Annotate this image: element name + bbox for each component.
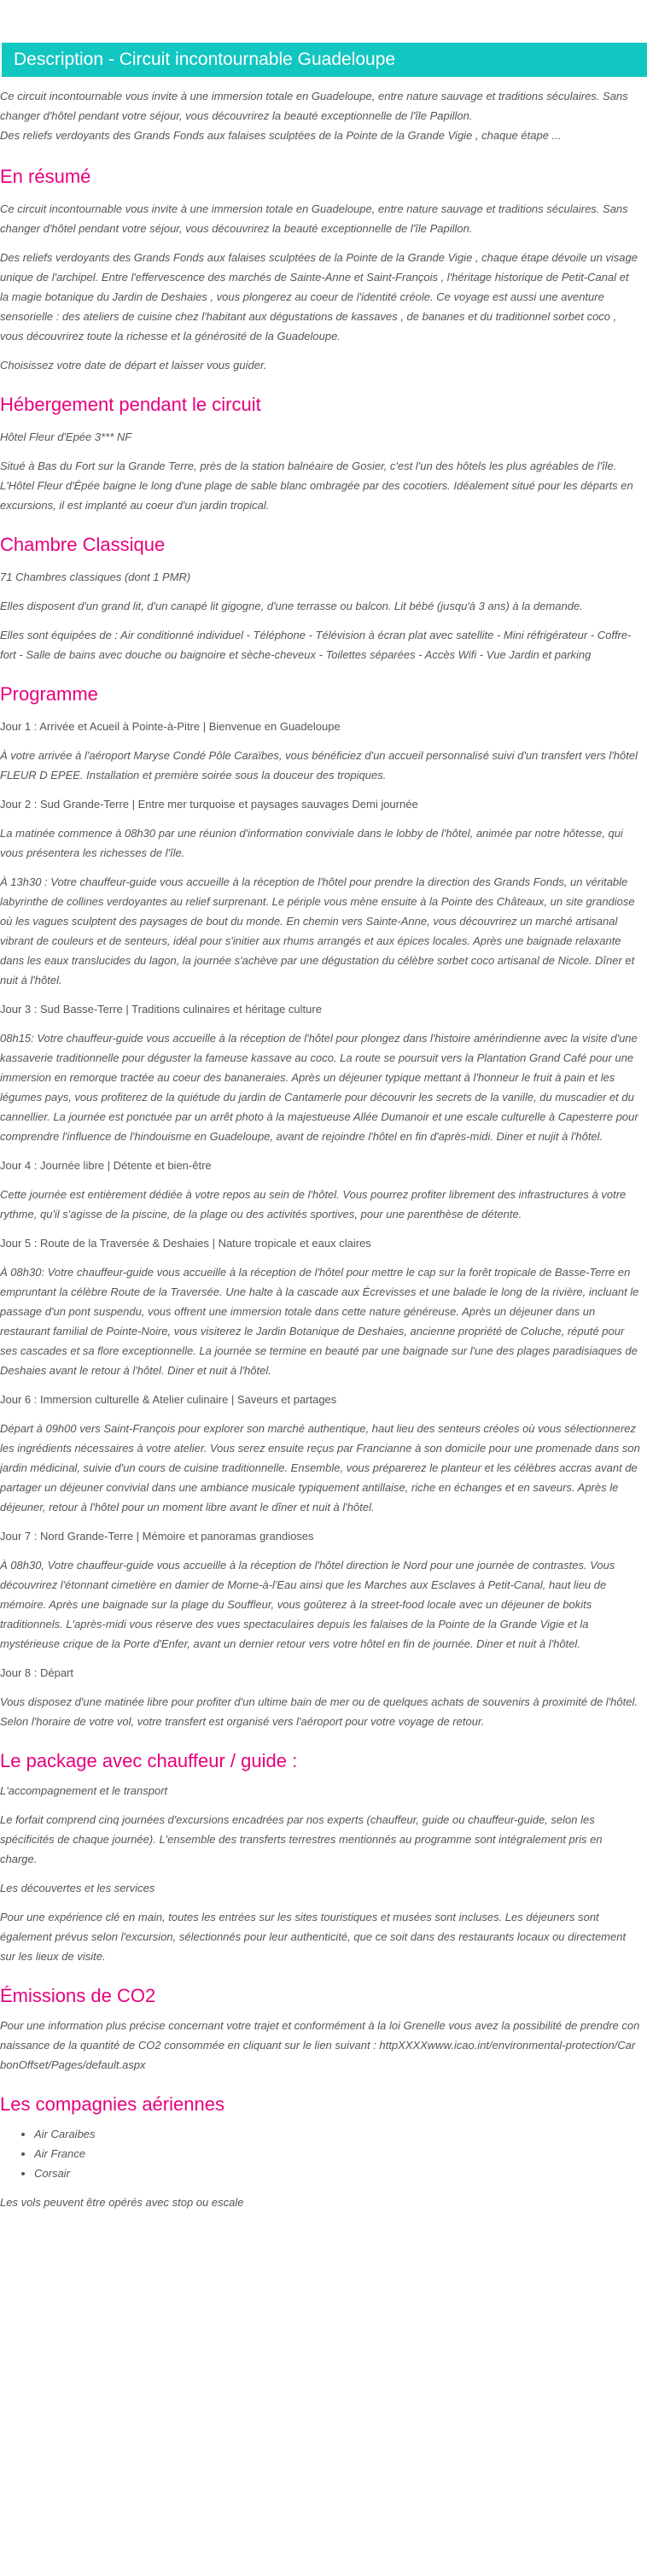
day-text: 08h15: Votre chauffeur-guide vous accueille à la réception de l'hôtel pour plongez dans l'histoire amérindienne avec la visite d'une kassaverie traditionnelle pour déguster la fameuse kassave au coco. La route se poursuit vers la Plantation Grand Café pour une immersion en remorque tractée au coeur des bananeraies. Après un déjeuner typique mettant à l'honneur le fruit à pain et les légumes pays, vous profiterez de la quiétude du jardin de Cantamerle pour découvrir les secrets de la vanille, du muscadier et du cannellier. La journée est ponctuée par un arrêt photo à la majestueuse Allée Dumanoir et une escale culturelle à Capesterre pour comprendre l'influence de l'hindouisme en Guadeloupe, avant de rejoindre l'hôtel en fin d'après-midi. Diner et nujit à l'hôtel. (0, 1032, 638, 1143)
programme-day (0, 872, 647, 990)
package-subtitle: L'accompagnement et le transport (0, 1784, 168, 1797)
programme-day (0, 1526, 647, 1654)
day-title: Jour 5 : Route de la Traversée & Deshaies | Nature tropicale et eaux claires (0, 1237, 371, 1250)
day-title: Jour 2 : Sud Grande-Terre | Entre mer turquoise et paysages sauvages Demi journée (0, 798, 418, 811)
section-title-hebergement: Hébergement pendant le circuit (0, 394, 261, 415)
programme-day (0, 1233, 647, 1380)
airline-list (0, 2124, 647, 2183)
day-text: À 08h30, Votre chauffeur-guide vous accueille à la réception de l'hôtel direction le Nord pour une journée de contrastes. Vous découvrirez l'étonnant cimetière en damier de Morne-à-l'Eau ainsi que les Marches aux Esclaves à Petit-Canal, haut lieu de mémoire. Après une baignade sur la plage du Souffleur, vous goûterez à la street-food locale avec un déjeuner de bokits traditionnels. L'après-midi vous réserve des vues spectaculaires depuis les falaises de la Pointe de la Grande Vigie et la mystérieuse crique de la Porte d'Enfer, avant un dernier retour vers votre hôtel en fin de journée. Diner et nuit à l'hôtel. (0, 1559, 615, 1650)
resume-paragraph: Des reliefs verdoyants des Grands Fonds aux falaises sculptées de la Pointe de la Grande Vigie , chaque étape dévoile un visage unique de l'archipel. Entre l'effervescence des marchés de Sainte-Anne et Saint-François , l'héritage historique de Petit-Canal et la magie botanique du Jardin de Deshaies , vous plongerez au coeur de l'identité créole. Ce voyage est aussi une aventure sensorielle : des ateliers de cuisine chez l'habitant aux dégustations de kassaves , de bananes et du traditionnel sorbet coco , vous découvrirez toute la richesse et la générosité de la Guadeloupe. (0, 251, 638, 342)
section-title-package: Le package avec chauffeur / guide : (0, 1750, 298, 1771)
hotel-name: Hôtel Fleur d'Epée 3*** NF (0, 430, 132, 443)
room-equipment: Elles sont équipées de : Air conditionné individuel - Téléphone - Télévision à écran plat avec satellite - Mini réfrigérateur - Coffre-fort - Salle de bains avec douche ou baignoire et sèche-cheveux - Toilettes séparées - Accès Wifi - Vue Jardin et parking (0, 629, 632, 661)
page-content (0, 43, 647, 2212)
page-title: Description - Circuit incontournable Guadeloupe (2, 43, 647, 77)
hotel-description: Situé à Bas du Fort sur la Grande Terre, près de la station balnéaire de Gosier, c'est l'un des hôtels les plus agréables de l'île. L'Hôtel Fleur d'Épée baigne le long d'une plage de sable blanc ombragée par des cocotiers. Idéalement situé pour les départs en excursions, il est implanté au coeur d'un jardin tropical. (0, 460, 633, 512)
intro-paragraph: Ce circuit incontournable vous invite à une immersion totale en Guadeloupe, entre nature sauvage et traditions séculaires. Sans changer d'hôtel pendant votre séjour, vous découvrirez la beauté exceptionnelle de l'île Papillon. (0, 90, 628, 122)
day-title: Jour 4 : Journée libre | Détente et bien-être (0, 1159, 212, 1172)
section-title-co2: Émissions de CO2 (0, 1985, 156, 2006)
programme-day (0, 999, 647, 1146)
section-title-airlines: Les compagnies aériennes (0, 2093, 224, 2115)
intro-paragraph: Des reliefs verdoyants des Grands Fonds aux falaises sculptées de la Pointe de la Grande Vigie , chaque étape ... (0, 129, 562, 142)
day-text: Départ à 09h00 vers Saint-François pour explorer son marché authentique, haut lieu des senteurs créoles où vous sélectionnerez les ingrédients nécessaires à votre atelier. Vous serez ensuite reçus par Francianne à son domicile pour une promenade dans son jardin médicinal, suivie d'un cours de cuisine traditionnelle. Ensemble, vous préparerez le planteur et les célèbres accras avant de partager un déjeuner convivial dans une ambiance musicale typiquement antillaise, riche en échanges et en saveurs. Après le déjeuner, retour à l'hôtel pour un moment libre avant le dîner et nuit à l'hôtel. (0, 1422, 640, 1513)
package-text: Pour une expérience clé en main, toutes les entrées sur les sites touristiques et musées sont incluses. Les déjeuners sont également prévus selon l'excursion, sélectionnés pour leur authenticité, que ce soit dans des restaurants locaux ou directement sur les lieux de visite. (0, 1911, 627, 1963)
day-title: Jour 1 : Arrivée et Acueil à Pointe-à-Pitre | Bienvenue en Guadeloupe (0, 720, 341, 733)
section-title-resume: En résumé (0, 166, 91, 187)
airlines-note: Les vols peuvent être opérés avec stop ou escale (0, 2196, 244, 2209)
room-count: 71 Chambres classiques (dont 1 PMR) (0, 571, 191, 583)
room-description: Elles disposent d'un grand lit, d'un canapé lit gigogne, d'une terrasse ou balcon. Lit bébé (jusqu'à 3 ans) à la demande. (0, 600, 583, 612)
co2-text: Pour une information plus précise concernant votre trajet et conformément à la loi Grenelle vous avez la possibilité de prendre connaissance de la quantité de CO2 consommée en cliquant sur le lien suivant : httpXXXXwww.icao.int/environmental-protection/CarbonOffset/Pages/default.aspx (0, 2019, 640, 2071)
day-title: Jour 8 : Départ (0, 1666, 73, 1679)
package-subtitle: Les découvertes et les services (0, 1882, 155, 1894)
programme-day (0, 717, 647, 785)
day-title: Jour 3 : Sud Basse-Terre | Traditions culinaires et héritage culture (0, 1003, 322, 1016)
day-text: Cette journée est entièrement dédiée à votre repos au sein de l'hôtel. Vous pourrez profiter librement des infrastructures à votre rythme, qu'il s'agisse de la piscine, de la plage ou des activités sportives, pour une parenthèse de détente. (0, 1188, 627, 1221)
package-text: Le forfait comprend cinq journées d'excursions encadrées par nos experts (chauffeur, guide ou chauffeur-guide, selon les spécificités de chaque journée). L'ensemble des transferts terrestres mentionnés au programme sont intégralement pris en charge. (0, 1813, 603, 1865)
day-title: Jour 6 : Immersion culturelle & Atelier culinaire | Saveurs et partages (0, 1393, 337, 1406)
resume-paragraph: Ce circuit incontournable vous invite à une immersion totale en Guadeloupe, entre nature sauvage et traditions séculaires. Sans changer d'hôtel pendant votre séjour, vous découvrirez la beauté exceptionnelle de l'île Papillon. (0, 202, 628, 235)
programme-day (0, 1663, 647, 1731)
day-text: Vous disposez d'une matinée libre pour profiter d'un ultime bain de mer ou de quelques achats de souvenirs à proximité de l'hôtel. Selon l'horaire de votre vol, votre transfert est organisé vers l'aéroport pour votre voyage de retour. (0, 1695, 638, 1728)
day-text: La matinée commence à 08h30 par une réunion d'information conviviale dans le lobby de l'hôtel, animée par notre hôtesse, qui vous présentera les richesses de l'île. (0, 827, 623, 859)
day-text: À 13h30 : Votre chauffeur-guide vous accueille à la réception de l'hôtel pour prendre la direction des Grands Fonds, un véritable labyrinthe de collines verdoyantes au relief surprenant. Le périple vous mène ensuite à la Pointe des Châteaux, un site grandiose où les vagues sculptent des paysages de bout du monde. En chemin vers Sainte-Anne, vous découvrirez un marché artisanal vibrant de couleurs et de senteurs, idéal pour s'initier aux rhums arrangés et aux épices locales. Après une baignade relaxante dans les eaux translucides du lagon, la journée s'achève par une dégustation du célèbre sorbet coco artisanal de Nicole. Dîner et nuit à l'hôtel. (0, 875, 635, 986)
programme-day (0, 1156, 647, 1224)
day-text: À votre arrivée à l'aéroport Maryse Condé Pôle Caraïbes, vous bénéficiez d'un accueil personnalisé suivi d'un transfert vers l'hôtel FLEUR D EPEE. Installation et première soirée sous la douceur des tropiques. (0, 749, 638, 782)
section-title-chambre: Chambre Classique (0, 534, 166, 555)
airline-item: • Air France (34, 2144, 647, 2163)
day-text: À 08h30: Votre chauffeur-guide vous accueille à la réception de l'hôtel pour mettre le cap sur la forêt tropicale de Basse-Terre en empruntant la célèbre Route de la Traversée. Une halte à la cascade aux Écrevisses et une balade le long de la rivière, incluant le passage d'un pont suspendu, vous offrent une immersion totale dans cette nature généreuse. Après un déjeuner dans un restaurant familial de Pointe-Noire, vous visiterez le Jardin Botanique de Deshaies, ancienne propriété de Coluche, réputé pour ses cascades et sa flore exceptionnelle. La journée se termine en beauté par une baignade sur l'une des plages paradisiaques de Deshaies avant le retour à l'hôtel. Diner et nuit à l'hôtel. (0, 1266, 639, 1377)
airline-item: • Corsair (34, 2163, 647, 2183)
day-title: Jour 7 : Nord Grande-Terre | Mémoire et panoramas grandioses (0, 1530, 314, 1543)
programme-day (0, 1390, 647, 1517)
intro-section (0, 85, 647, 145)
airline-item: • Air Caraibes (34, 2124, 647, 2144)
programme-day (0, 794, 647, 863)
resume-paragraph: Choisissez votre date de départ et laisser vous guider. (0, 359, 267, 372)
section-title-programme: Programme (0, 683, 98, 705)
